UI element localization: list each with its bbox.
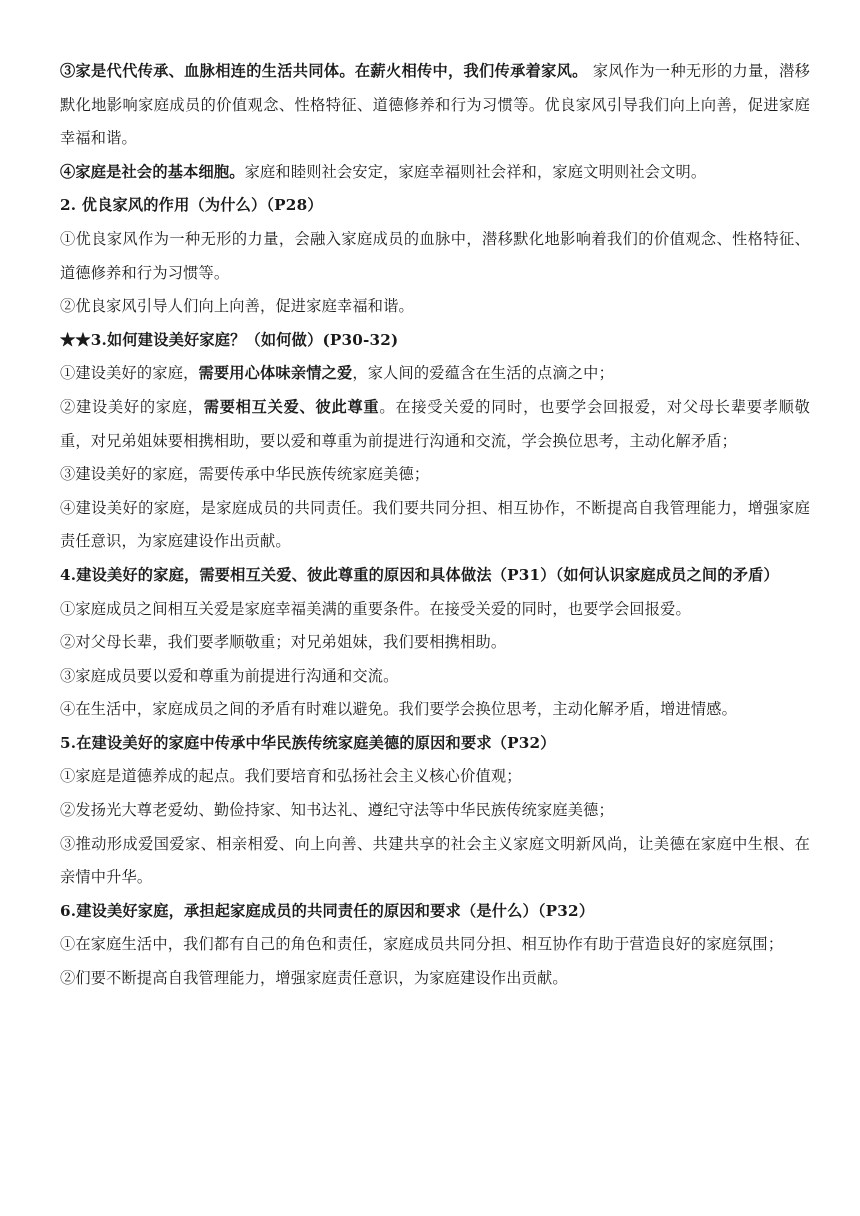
paragraph — [60, 693, 810, 727]
paragraph — [60, 928, 810, 962]
section-heading — [60, 324, 810, 358]
text-run: 家风作为一种无形的力量，潜移默化地影响家庭成员的价值观念、性格特征、道德修养和行为习惯等。优良家风引导我们向上向善，促进家庭幸福和谐。 — [60, 62, 810, 148]
text-run: ，家人间的爱蕴含在生活的点滴之中； — [352, 364, 614, 383]
text-run: ②发扬光大尊老爱幼、勤俭持家、知书达礼、遵纪守法等中华民族传统家庭美德； — [60, 801, 614, 820]
text-run: ②们要不断提高自我管理能力，增强家庭责任意识，为家庭建设作出贡献。 — [60, 969, 568, 988]
bold-text-run: 5.在建设美好的家庭中传承中华民族传统家庭美德的原因和要求（P32） — [60, 733, 556, 752]
section-heading — [60, 189, 810, 223]
paragraph — [60, 391, 810, 458]
text-run: ①在家庭生活中，我们都有自己的角色和责任，家庭成员共同分担、相互协作有助于营造良好的家庭氛围； — [60, 935, 784, 954]
bold-text-run: ★★3.如何建设美好家庭？（如何做）(P30-32) — [60, 330, 399, 349]
text-run: ①建设美好的家庭， — [60, 364, 199, 383]
bold-text-run: ④家庭是社会的基本细胞。 — [60, 162, 245, 181]
paragraph — [60, 962, 810, 996]
text-run: 家庭和睦则社会安定，家庭幸福则社会祥和，家庭文明则社会文明。 — [244, 162, 707, 181]
paragraph — [60, 357, 810, 391]
text-run: ③推动形成爱国爱家、相亲相爱、向上向善、共建共享的社会主义家庭文明新风尚，让美德在家庭中生根、在亲情中升华。 — [60, 834, 810, 887]
text-run: ②优良家风引导人们向上向善，促进家庭幸福和谐。 — [60, 297, 414, 316]
paragraph — [60, 626, 810, 660]
text-run: ④建设美好的家庭，是家庭成员的共同责任。我们要共同分担、相互协作，不断提高自我管理能力，增强家庭责任意识，为家庭建设作出贡献。 — [60, 498, 810, 551]
paragraph — [60, 828, 810, 895]
bold-text-run: ③家是代代传承、血脉相连的生活共同体。在薪火相传中，我们传承着家风。 — [60, 62, 588, 80]
paragraph — [60, 794, 810, 828]
paragraph — [60, 492, 810, 559]
bold-text-run: 2. 优良家风的作用（为什么）（P28） — [60, 196, 323, 215]
paragraph — [60, 55, 810, 156]
paragraph — [60, 290, 810, 324]
text-run: ②建设美好的家庭， — [60, 397, 204, 416]
text-run: ③家庭成员要以爱和尊重为前提进行沟通和交流。 — [60, 666, 399, 685]
bold-text-run: 需要用心体味亲情之爱 — [198, 364, 353, 383]
text-run: ④在生活中，家庭成员之间的矛盾有时难以避免。我们要学会换位思考，主动化解矛盾，增进情感。 — [60, 700, 738, 719]
bold-text-run: 需要相互关爱、彼此尊重 — [203, 397, 380, 416]
paragraph — [60, 458, 810, 492]
paragraph — [60, 223, 810, 290]
section-heading — [60, 559, 810, 593]
section-heading — [60, 895, 810, 929]
bold-text-run: 6.建设美好家庭，承担起家庭成员的共同责任的原因和要求（是什么）（P32） — [60, 901, 595, 920]
text-run: ①家庭成员之间相互关爱是家庭幸福美满的重要条件。在接受关爱的同时，也要学会回报爱。 — [60, 599, 691, 618]
paragraph — [60, 156, 810, 190]
text-run: 。在接受关爱的同时，也要学会回报爱，对父母长辈要孝顺敬重，对兄弟姐妹要相携相助，要以爱和尊重为前提进行沟通和交流，学会换位思考，主动化解矛盾； — [60, 397, 810, 450]
text-run: ③建设美好的家庭，需要传承中华民族传统家庭美德； — [60, 465, 430, 484]
bold-text-run: 4.建设美好的家庭，需要相互关爱、彼此尊重的原因和具体做法（P31）（如何认识家庭成员之间的矛盾） — [60, 565, 779, 584]
paragraph — [60, 660, 810, 694]
text-run: ②对父母长辈，我们要孝顺敬重；对兄弟姐妹，我们要相携相助。 — [60, 633, 507, 652]
document-body — [60, 55, 810, 996]
text-run: ①家庭是道德养成的起点。我们要培育和弘扬社会主义核心价值观； — [60, 767, 522, 786]
section-heading — [60, 727, 810, 761]
paragraph — [60, 760, 810, 794]
paragraph — [60, 593, 810, 627]
text-run: ①优良家风作为一种无形的力量，会融入家庭成员的血脉中，潜移默化地影响着我们的价值观念、性格特征、道德修养和行为习惯等。 — [60, 229, 810, 282]
